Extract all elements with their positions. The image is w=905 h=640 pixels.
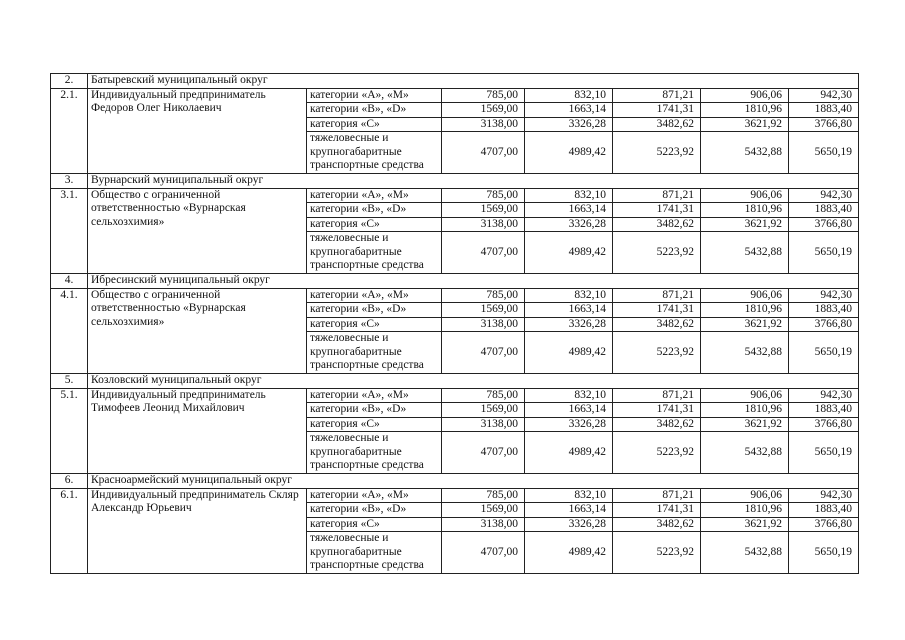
price-cell: 1663,14 xyxy=(525,303,613,318)
price-cell: 5432,88 xyxy=(701,432,789,474)
operator-name: Общество с ограниченной ответственностью «Вурнарская сельхозхимия» xyxy=(88,288,307,374)
price-cell: 832,10 xyxy=(525,88,613,103)
vehicle-category: тяжеловесные и крупногабаритные транспортные средства xyxy=(307,132,442,174)
price-cell: 1741,31 xyxy=(613,403,701,418)
price-cell: 5223,92 xyxy=(613,332,701,374)
vehicle-category: категории «А», «М» xyxy=(307,88,442,103)
price-cell: 3621,92 xyxy=(701,217,789,232)
price-cell: 832,10 xyxy=(525,488,613,503)
price-cell: 3326,28 xyxy=(525,517,613,532)
price-cell: 3138,00 xyxy=(442,117,525,132)
price-cell: 3326,28 xyxy=(525,417,613,432)
vehicle-category: категории «А», «М» xyxy=(307,288,442,303)
vehicle-category: категории «В», «D» xyxy=(307,303,442,318)
price-cell: 785,00 xyxy=(442,88,525,103)
operator-name: Индивидуальный предприниматель Скляр Александр Юрьевич xyxy=(88,488,307,574)
price-cell: 5223,92 xyxy=(613,532,701,574)
price-cell: 785,00 xyxy=(442,388,525,403)
district-row xyxy=(51,474,859,489)
price-cell: 5650,19 xyxy=(789,132,859,174)
vehicle-category: категории «А», «М» xyxy=(307,388,442,403)
price-cell: 832,10 xyxy=(525,388,613,403)
price-cell: 5223,92 xyxy=(613,132,701,174)
price-cell: 3482,62 xyxy=(613,317,701,332)
price-cell: 1810,96 xyxy=(701,203,789,218)
price-cell: 4707,00 xyxy=(442,232,525,274)
price-cell: 942,30 xyxy=(789,288,859,303)
price-cell: 3766,80 xyxy=(789,517,859,532)
vehicle-category: категория «С» xyxy=(307,317,442,332)
vehicle-category: категория «С» xyxy=(307,117,442,132)
price-cell: 5432,88 xyxy=(701,132,789,174)
price-cell: 3326,28 xyxy=(525,117,613,132)
price-cell: 942,30 xyxy=(789,188,859,203)
item-number: 6.1. xyxy=(51,488,88,574)
item-number: 5.1. xyxy=(51,388,88,474)
price-cell: 3482,62 xyxy=(613,117,701,132)
district-number: 5. xyxy=(51,374,88,389)
price-cell: 3482,62 xyxy=(613,517,701,532)
price-cell: 942,30 xyxy=(789,88,859,103)
price-cell: 785,00 xyxy=(442,488,525,503)
tariff-table-body xyxy=(51,74,859,574)
price-cell: 3766,80 xyxy=(789,317,859,332)
price-cell: 871,21 xyxy=(613,488,701,503)
district-name: Козловский муниципальный округ xyxy=(88,374,859,389)
tariff-table xyxy=(50,73,859,574)
vehicle-category: категории «В», «D» xyxy=(307,103,442,118)
operator-name: Общество с ограниченной ответственностью «Вурнарская сельхозхимия» xyxy=(88,188,307,274)
operator-name: Индивидуальный предприниматель Федоров Олег Николаевич xyxy=(88,88,307,174)
price-cell: 5223,92 xyxy=(613,232,701,274)
vehicle-category: категория «С» xyxy=(307,517,442,532)
price-cell: 1883,40 xyxy=(789,503,859,518)
price-cell: 1741,31 xyxy=(613,503,701,518)
price-cell: 1810,96 xyxy=(701,403,789,418)
price-cell: 1569,00 xyxy=(442,203,525,218)
price-cell: 4989,42 xyxy=(525,332,613,374)
price-cell: 942,30 xyxy=(789,388,859,403)
price-cell: 1569,00 xyxy=(442,303,525,318)
price-cell: 906,06 xyxy=(701,188,789,203)
price-cell: 1810,96 xyxy=(701,303,789,318)
price-cell: 871,21 xyxy=(613,88,701,103)
price-cell: 3766,80 xyxy=(789,217,859,232)
district-number: 2. xyxy=(51,74,88,89)
price-cell: 4989,42 xyxy=(525,132,613,174)
price-cell: 4989,42 xyxy=(525,532,613,574)
price-cell: 1883,40 xyxy=(789,303,859,318)
item-number: 3.1. xyxy=(51,188,88,274)
price-cell: 1663,14 xyxy=(525,103,613,118)
price-cell: 785,00 xyxy=(442,188,525,203)
price-cell: 871,21 xyxy=(613,388,701,403)
district-row xyxy=(51,374,859,389)
price-cell: 1569,00 xyxy=(442,103,525,118)
district-number: 3. xyxy=(51,174,88,189)
district-name: Вурнарский муниципальный округ xyxy=(88,174,859,189)
price-cell: 4707,00 xyxy=(442,132,525,174)
district-name: Батыревский муниципальный округ xyxy=(88,74,859,89)
item-number: 2.1. xyxy=(51,88,88,174)
price-cell: 1663,14 xyxy=(525,203,613,218)
vehicle-category: категории «А», «М» xyxy=(307,488,442,503)
price-cell: 871,21 xyxy=(613,188,701,203)
price-cell: 5650,19 xyxy=(789,432,859,474)
district-row xyxy=(51,274,859,289)
price-cell: 5432,88 xyxy=(701,532,789,574)
price-cell: 832,10 xyxy=(525,288,613,303)
vehicle-category: категория «С» xyxy=(307,417,442,432)
price-cell: 3766,80 xyxy=(789,117,859,132)
tariff-row xyxy=(51,188,859,203)
price-cell: 1741,31 xyxy=(613,103,701,118)
tariff-row xyxy=(51,288,859,303)
tariff-row xyxy=(51,488,859,503)
vehicle-category: категории «В», «D» xyxy=(307,403,442,418)
district-row xyxy=(51,174,859,189)
price-cell: 1741,31 xyxy=(613,203,701,218)
price-cell: 3326,28 xyxy=(525,217,613,232)
operator-name: Индивидуальный предприниматель Тимофеев Леонид Михайлович xyxy=(88,388,307,474)
vehicle-category: тяжеловесные и крупногабаритные транспортные средства xyxy=(307,332,442,374)
price-cell: 906,06 xyxy=(701,488,789,503)
price-cell: 906,06 xyxy=(701,388,789,403)
tariff-row xyxy=(51,388,859,403)
vehicle-category: тяжеловесные и крупногабаритные транспортные средства xyxy=(307,432,442,474)
price-cell: 3766,80 xyxy=(789,417,859,432)
price-cell: 1569,00 xyxy=(442,403,525,418)
price-cell: 906,06 xyxy=(701,288,789,303)
district-number: 4. xyxy=(51,274,88,289)
price-cell: 1883,40 xyxy=(789,203,859,218)
vehicle-category: категория «С» xyxy=(307,217,442,232)
price-cell: 3326,28 xyxy=(525,317,613,332)
price-cell: 4707,00 xyxy=(442,432,525,474)
district-number: 6. xyxy=(51,474,88,489)
price-cell: 3138,00 xyxy=(442,517,525,532)
tariff-row xyxy=(51,88,859,103)
vehicle-category: тяжеловесные и крупногабаритные транспортные средства xyxy=(307,532,442,574)
price-cell: 906,06 xyxy=(701,88,789,103)
vehicle-category: категории «А», «М» xyxy=(307,188,442,203)
price-cell: 1741,31 xyxy=(613,303,701,318)
price-cell: 3482,62 xyxy=(613,217,701,232)
price-cell: 1810,96 xyxy=(701,503,789,518)
price-cell: 1569,00 xyxy=(442,503,525,518)
price-cell: 1883,40 xyxy=(789,403,859,418)
price-cell: 5223,92 xyxy=(613,432,701,474)
price-cell: 1663,14 xyxy=(525,503,613,518)
item-number: 4.1. xyxy=(51,288,88,374)
price-cell: 4707,00 xyxy=(442,532,525,574)
price-cell: 3482,62 xyxy=(613,417,701,432)
price-cell: 3621,92 xyxy=(701,117,789,132)
price-cell: 3621,92 xyxy=(701,417,789,432)
price-cell: 4989,42 xyxy=(525,232,613,274)
price-cell: 4707,00 xyxy=(442,332,525,374)
vehicle-category: тяжеловесные и крупногабаритные транспортные средства xyxy=(307,232,442,274)
price-cell: 1883,40 xyxy=(789,103,859,118)
price-cell: 3138,00 xyxy=(442,317,525,332)
price-cell: 1810,96 xyxy=(701,103,789,118)
price-cell: 4989,42 xyxy=(525,432,613,474)
price-cell: 5650,19 xyxy=(789,532,859,574)
price-cell: 785,00 xyxy=(442,288,525,303)
price-cell: 3138,00 xyxy=(442,217,525,232)
district-name: Ибресинский муниципальный округ xyxy=(88,274,859,289)
price-cell: 832,10 xyxy=(525,188,613,203)
vehicle-category: категории «В», «D» xyxy=(307,503,442,518)
price-cell: 3621,92 xyxy=(701,317,789,332)
price-cell: 1663,14 xyxy=(525,403,613,418)
district-name: Красноармейский муниципальный округ xyxy=(88,474,859,489)
vehicle-category: категории «В», «D» xyxy=(307,203,442,218)
price-cell: 5650,19 xyxy=(789,332,859,374)
price-cell: 5432,88 xyxy=(701,332,789,374)
district-row xyxy=(51,74,859,89)
price-cell: 942,30 xyxy=(789,488,859,503)
price-cell: 5650,19 xyxy=(789,232,859,274)
price-cell: 3621,92 xyxy=(701,517,789,532)
price-cell: 871,21 xyxy=(613,288,701,303)
price-cell: 3138,00 xyxy=(442,417,525,432)
price-cell: 5432,88 xyxy=(701,232,789,274)
